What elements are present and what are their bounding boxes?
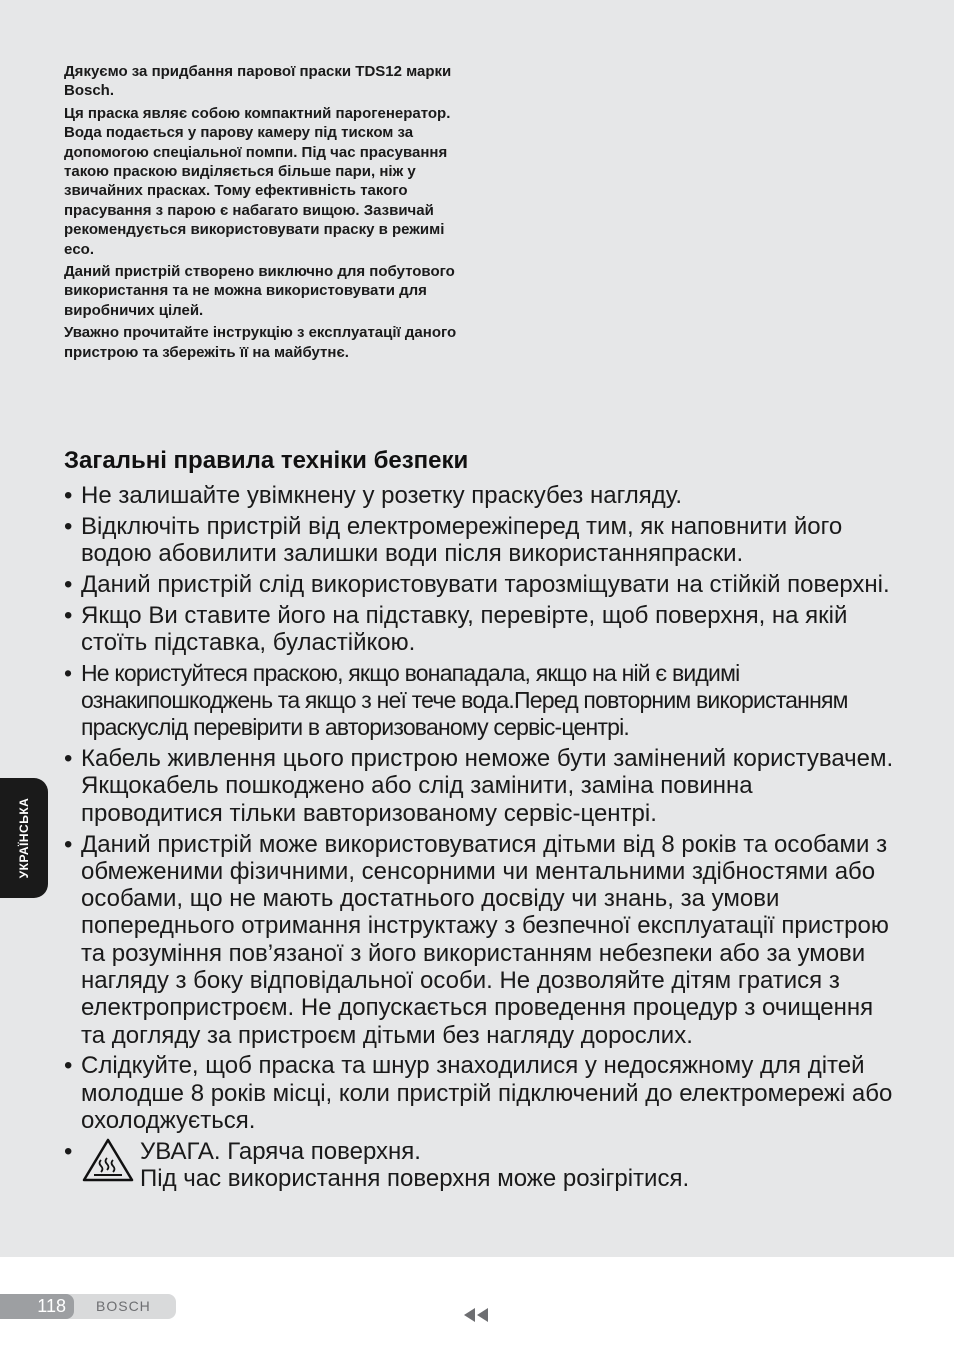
list-item (64, 571, 894, 598)
intro-text (64, 62, 474, 365)
intro-paragraph: Даний пристрій створено виключно для побутового використання та не можна використовувати для виробничих цілей. (64, 263, 455, 319)
list-item (64, 602, 894, 657)
bullet-marker: • (64, 570, 73, 598)
list-item-text: Не користуйтеся праскою, якщо вонападала, якщо на ній є видимі ознакипошкоджень та якщо з неї тече вода.Перед повторним використанням праскуслід перевірити в авторизованому сервіс-центрі. (81, 659, 848, 741)
intro-paragraph: Уважно прочитайте інструкцію з експлуатації даного пристрою та збережіть її на майбутнє. (64, 324, 457, 361)
bullet-marker: • (64, 745, 73, 773)
safety-rules-list (64, 482, 894, 1196)
bullet-marker: • (64, 830, 73, 858)
brand-name: BOSCH (96, 1298, 151, 1314)
page-number: 118 (0, 1294, 74, 1319)
intro-paragraph: Дякуємо за придбання парової праски TDS12 марки Bosch. (64, 63, 452, 100)
bullet-marker: • (64, 482, 73, 509)
warning-description: Під час використання поверхня може розігрітися. (140, 1165, 690, 1193)
list-item-text: Відключіть пристрій від електромережіперед тим, як наповнити його водою абовилити залишки води після використанняпраски. (81, 512, 843, 568)
list-item-text: Даний пристрій слід використовувати тарозміщувати на стійкій поверхні. (81, 570, 890, 598)
list-item (64, 1052, 894, 1134)
list-item (64, 745, 894, 827)
list-item-text: Якщо Ви ставите його на підставку, перевірте, щоб поверхня, на якій стоїть підставка, буластійкою. (81, 601, 848, 656)
language-tab (0, 778, 48, 898)
bullet-marker: • (64, 1137, 73, 1165)
list-item (64, 660, 894, 742)
bullet-marker: • (64, 601, 73, 629)
warning-item (64, 1138, 894, 1193)
list-item (64, 831, 894, 1049)
list-item-text: Не залишайте увімкнену у розетку праскубез нагляду. (81, 482, 683, 509)
hot-surface-warning-icon (82, 1138, 134, 1182)
bullet-marker: • (64, 1052, 73, 1080)
list-item-text: Даний пристрій може використовуватися дітьми від 8 років та особами з обмеженими фізичними, сенсорними чи ментальними здібностями або особами, що не мають достатнього досвіду чи знань, за умови попереднього отримання інструктажу з безпечної експлуатації пристрою та розуміння пов’язаної з його використанням небезпеки або за умови нагляду з боку відповідальної особи. Не дозволяйте дітям гратися з електропристроєм. Не допускається проведення процедур з очищення та догляду за пристроєм дітьми без нагляду дорослих. (81, 830, 889, 1049)
list-item-text: Слідкуйте, щоб праска та шнур знаходилися у недосяжному для дітей молодше 8 років місці, коли пристрій підключений до електромережі або охолоджується. (81, 1052, 893, 1135)
warning-title: УВАГА. Гаряча поверхня. (140, 1137, 421, 1165)
bullet-marker: • (64, 512, 73, 540)
rewind-arrows-icon[interactable] (462, 1307, 490, 1323)
list-item-text: Кабель живлення цього пристрою неможе бути замінений користувачем. Якщокабель пошкоджено або слід замінити, заміна повинна проводитися тільки вавторизованому сервіс-центрі. (81, 745, 894, 827)
intro-paragraph: Ця праска являє собою компактний парогенератор. Вода подається у парову камеру під тиском за допомогою спеціальної помпи. Під час прасування такою праскою виділяється більше пари, ніж у звичайних прасках. Тому ефективність такого прасування з парою є набагато вищою. Зазвичай рекомендується використовувати праску в режимі eco. (64, 104, 451, 258)
list-item (64, 482, 894, 509)
warning-text (140, 1138, 689, 1193)
section-title: Загальні правила техніки безпеки (64, 447, 469, 474)
bullet-marker: • (64, 659, 72, 686)
list-item (64, 513, 894, 568)
language-tab-label: УКРАЇНСЬКА (17, 797, 31, 879)
